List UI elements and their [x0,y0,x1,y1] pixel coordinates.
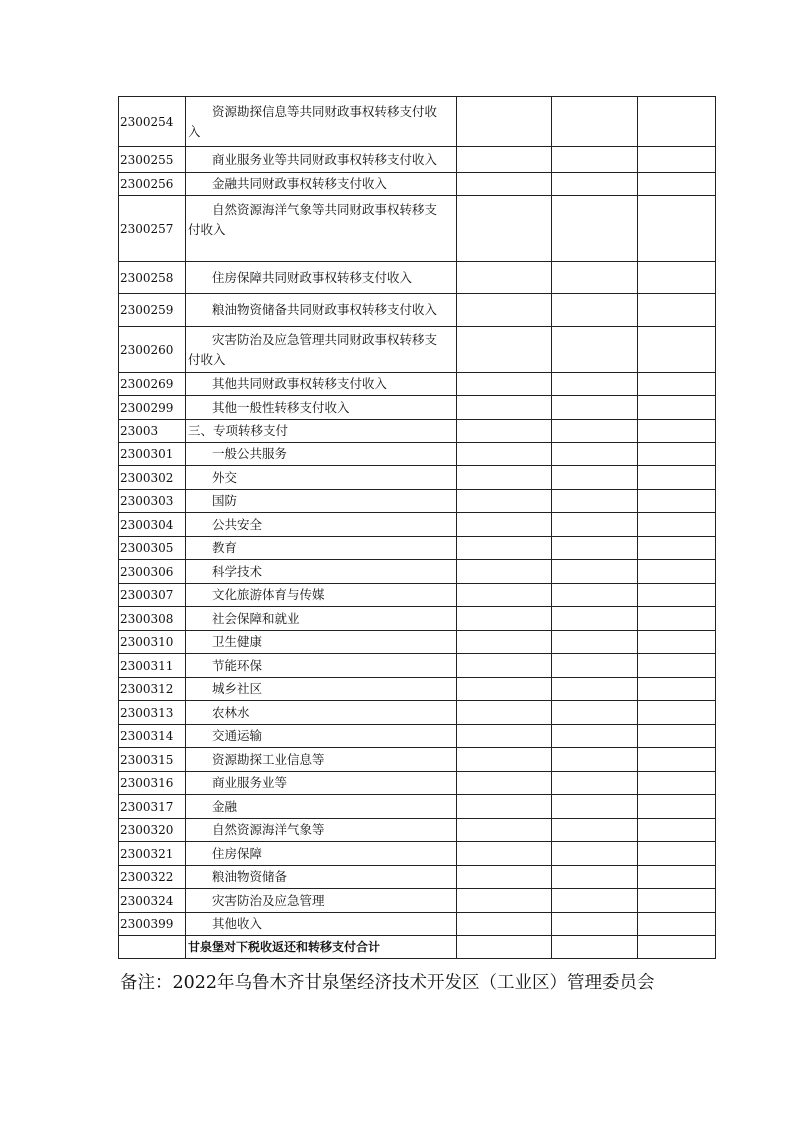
row-code: 2300322 [119,866,186,889]
row-code: 2300254 [119,97,186,147]
value-cell [457,294,552,327]
value-cell [638,262,716,294]
table-row [119,795,716,819]
value-cell [457,725,552,748]
row-code: 2300310 [119,631,186,654]
value-cell [457,373,552,396]
table-row [119,443,716,466]
value-cell [552,262,638,294]
value-cell [638,373,716,396]
value-cell [552,889,638,913]
table-row [119,173,716,196]
value-cell [638,631,716,654]
value-cell [457,631,552,654]
row-name-line1: 资源勘探信息等共同财政事权转移支付收 [212,103,438,119]
value-cell [638,795,716,819]
row-name: 城乡社区 [186,678,457,701]
value-cell [552,631,638,654]
value-cell [552,173,638,196]
row-name: 一般公共服务 [186,443,457,466]
value-cell [457,607,552,631]
value-cell [552,327,638,373]
value-cell [638,701,716,725]
table-row [119,725,716,748]
row-code: 2300311 [119,654,186,678]
value-cell [457,913,552,936]
row-name [186,97,457,147]
table-row [119,490,716,513]
total-label: 甘泉堡对下税收返还和转移支付合计 [186,936,457,959]
value-cell [457,262,552,294]
row-name: 节能环保 [186,654,457,678]
value-cell [457,936,552,959]
table-row [119,327,716,373]
table-row [119,678,716,701]
row-code: 2300258 [119,262,186,294]
value-cell [638,97,716,147]
row-name: 自然资源海洋气象等 [186,819,457,842]
value-cell [638,654,716,678]
row-code: 2300320 [119,819,186,842]
value-cell [638,513,716,537]
value-cell [457,866,552,889]
row-name: 其他共同财政事权转移支付收入 [186,373,457,396]
table-row [119,560,716,584]
row-code: 2300256 [119,173,186,196]
row-name-line1: 自然资源海洋气象等共同财政事权转移支 [212,202,438,217]
row-code: 23003 [119,420,186,443]
value-cell [638,396,716,420]
row-name: 粮油物资储备共同财政事权转移支付收入 [186,294,457,327]
row-code: 2300304 [119,513,186,537]
total-row [119,936,716,959]
value-cell [552,97,638,147]
value-cell [457,748,552,772]
value-cell [457,537,552,560]
value-cell [457,396,552,420]
value-cell [457,701,552,725]
table-row [119,701,716,725]
row-name-line2: 付收入 [188,351,226,367]
value-cell [638,584,716,607]
value-cell [638,294,716,327]
table-row [119,466,716,490]
row-name: 农林水 [186,701,457,725]
value-cell [552,607,638,631]
row-name: 公共安全 [186,513,457,537]
table-row [119,913,716,936]
value-cell [457,584,552,607]
value-cell [552,147,638,173]
row-name: 资源勘探工业信息等 [186,748,457,772]
value-cell [552,420,638,443]
table-row [119,748,716,772]
budget-table [118,96,716,959]
value-cell [638,936,716,959]
table-row [119,584,716,607]
value-cell [638,842,716,866]
row-name [186,327,457,373]
value-cell [552,373,638,396]
row-code: 2300321 [119,842,186,866]
value-cell [638,560,716,584]
row-code: 2300317 [119,795,186,819]
value-cell [552,913,638,936]
value-cell [457,466,552,490]
row-code: 2300307 [119,584,186,607]
table-row [119,772,716,795]
row-code: 2300305 [119,537,186,560]
row-name: 外交 [186,466,457,490]
row-code: 2300315 [119,748,186,772]
value-cell [552,443,638,466]
value-cell [552,678,638,701]
row-code: 2300308 [119,607,186,631]
value-cell [552,196,638,262]
row-name: 商业服务业等 [186,772,457,795]
row-code [119,936,186,959]
table-row [119,396,716,420]
value-cell [638,607,716,631]
value-cell [457,842,552,866]
value-cell [457,196,552,262]
table-row [119,819,716,842]
row-name-line2: 付收入 [188,222,226,237]
value-cell [638,147,716,173]
row-code: 2300257 [119,196,186,262]
table-row [119,294,716,327]
row-code: 2300399 [119,913,186,936]
value-cell [552,725,638,748]
table-row [119,420,716,443]
row-name: 文化旅游体育与传媒 [186,584,457,607]
row-code: 2300255 [119,147,186,173]
value-cell [457,678,552,701]
row-code: 2300312 [119,678,186,701]
value-cell [457,420,552,443]
table-row [119,97,716,147]
value-cell [552,513,638,537]
value-cell [638,490,716,513]
row-name: 社会保障和就业 [186,607,457,631]
value-cell [552,795,638,819]
row-name [186,196,457,262]
row-name: 住房保障共同财政事权转移支付收入 [186,262,457,294]
value-cell [552,819,638,842]
table-row [119,842,716,866]
value-cell [638,748,716,772]
value-cell [638,678,716,701]
value-cell [457,819,552,842]
value-cell [638,327,716,373]
value-cell [638,772,716,795]
value-cell [457,654,552,678]
value-cell [552,537,638,560]
value-cell [457,513,552,537]
table-row [119,866,716,889]
row-code: 2300313 [119,701,186,725]
value-cell [457,490,552,513]
row-name: 教育 [186,537,457,560]
row-name: 住房保障 [186,842,457,866]
row-code: 2300301 [119,443,186,466]
row-name-line1: 灾害防治及应急管理共同财政事权转移支 [212,331,438,347]
row-name: 科学技术 [186,560,457,584]
value-cell [552,936,638,959]
table-row [119,654,716,678]
value-cell [457,772,552,795]
row-code: 2300324 [119,889,186,913]
row-code: 2300303 [119,490,186,513]
table-row [119,373,716,396]
table-row [119,889,716,913]
value-cell [638,866,716,889]
table-row [119,147,716,173]
value-cell [552,294,638,327]
value-cell [552,701,638,725]
table-row [119,537,716,560]
row-name: 金融 [186,795,457,819]
value-cell [457,443,552,466]
row-code: 2300302 [119,466,186,490]
row-code: 2300269 [119,373,186,396]
row-name: 粮油物资储备 [186,866,457,889]
value-cell [457,327,552,373]
value-cell [552,772,638,795]
value-cell [457,889,552,913]
row-code: 2300259 [119,294,186,327]
row-code: 2300314 [119,725,186,748]
value-cell [552,396,638,420]
value-cell [638,420,716,443]
row-name: 其他收入 [186,913,457,936]
table-row [119,513,716,537]
value-cell [552,842,638,866]
value-cell [552,654,638,678]
value-cell [638,725,716,748]
row-name-line2: 入 [188,123,201,139]
row-code: 2300299 [119,396,186,420]
row-code: 2300306 [119,560,186,584]
row-name: 其他一般性转移支付收入 [186,396,457,420]
value-cell [552,748,638,772]
value-cell [638,173,716,196]
value-cell [638,443,716,466]
row-name: 灾害防治及应急管理 [186,889,457,913]
row-name: 国防 [186,490,457,513]
value-cell [638,466,716,490]
value-cell [638,889,716,913]
value-cell [638,196,716,262]
value-cell [638,913,716,936]
value-cell [638,819,716,842]
table-row [119,262,716,294]
value-cell [552,560,638,584]
value-cell [457,97,552,147]
row-name: 交通运输 [186,725,457,748]
row-name: 三、专项转移支付 [186,420,457,443]
value-cell [457,560,552,584]
row-code: 2300260 [119,327,186,373]
table-row [119,607,716,631]
row-name: 商业服务业等共同财政事权转移支付收入 [186,147,457,173]
row-code: 2300316 [119,772,186,795]
table-row [119,196,716,262]
row-name: 金融共同财政事权转移支付收入 [186,173,457,196]
value-cell [457,147,552,173]
row-name: 卫生健康 [186,631,457,654]
value-cell [552,584,638,607]
footnote: 备注：2022年乌鲁木齐甘泉堡经济技术开发区（工业区）管理委员会 [120,973,655,993]
value-cell [552,466,638,490]
value-cell [457,173,552,196]
value-cell [552,866,638,889]
value-cell [638,537,716,560]
value-cell [457,795,552,819]
value-cell [552,490,638,513]
table-row [119,631,716,654]
